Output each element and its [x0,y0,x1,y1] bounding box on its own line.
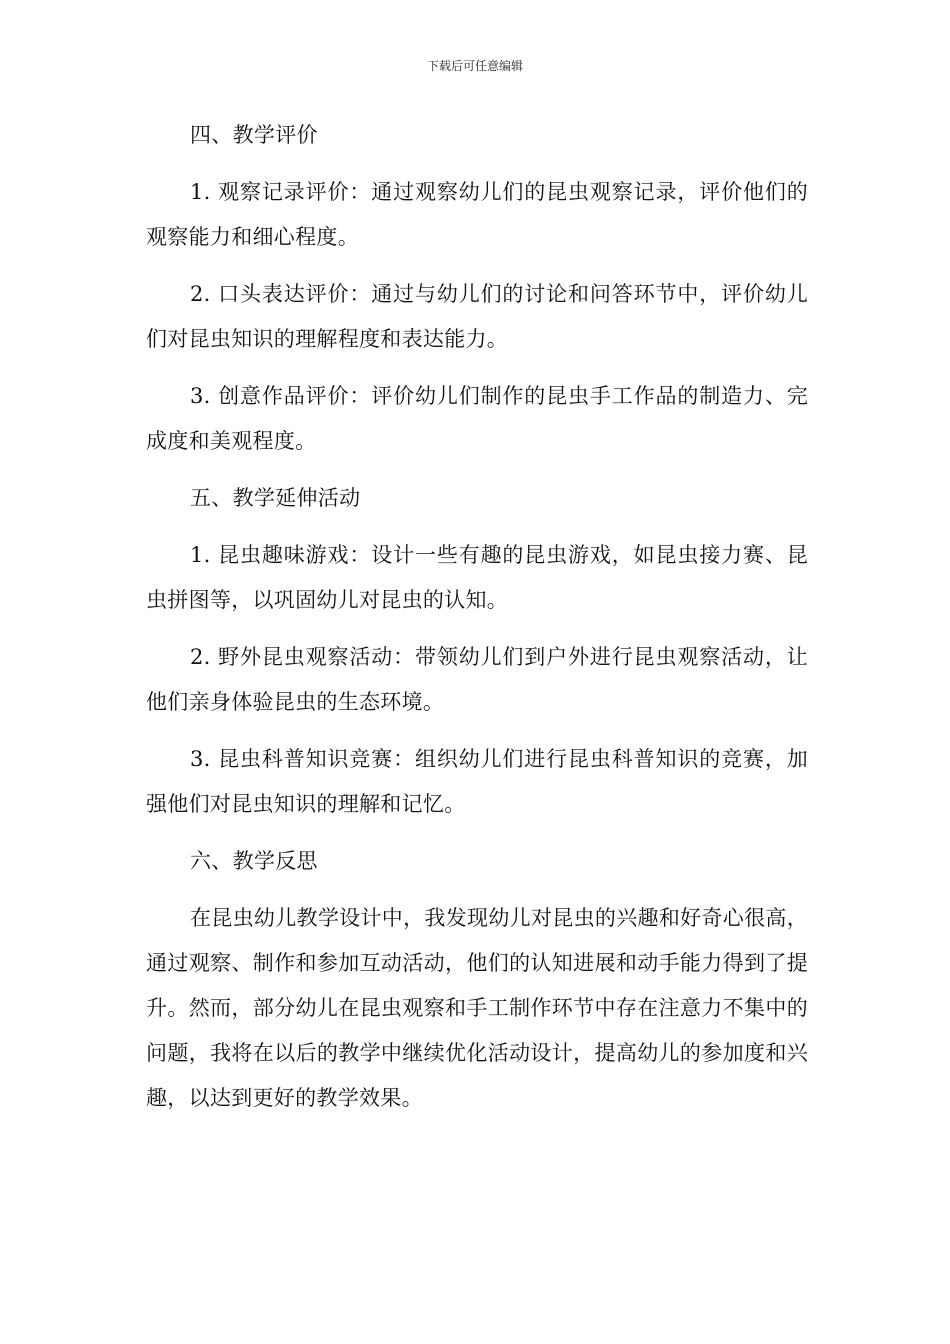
evaluation-item-2: 2. 口头表达评价：通过与幼儿们的讨论和问答环节中，评价幼儿们对昆虫知识的理解程度和表达能力。 [146,282,808,351]
extension-item-1: 1. 昆虫趣味游戏：设计一些有趣的昆虫游戏，如昆虫接力赛、昆虫拼图等，以巩固幼儿对昆虫的认知。 [146,543,808,612]
document-body [146,113,808,1133]
extension-item-3: 3. 昆虫科普知识竞赛：组织幼儿们进行昆虫科普知识的竞赛，加强他们对昆虫知识的理解和记忆。 [146,747,808,816]
extension-item-2: 2. 野外昆虫观察活动：带领幼儿们到户外进行昆虫观察活动，让他们亲身体验昆虫的生态环境。 [146,645,808,714]
section-heading-reflection: 六、教学反思 [190,849,318,873]
evaluation-item-3: 3. 创意作品评价：评价幼儿们制作的昆虫手工作品的制造力、完成度和美观程度。 [146,384,808,453]
evaluation-item-1: 1. 观察记录评价：通过观察幼儿们的昆虫观察记录，评价他们的观察能力和细心程度。 [146,180,808,249]
section-heading-evaluation: 四、教学评价 [190,123,318,147]
reflection-paragraph: 在昆虫幼儿教学设计中，我发现幼儿对昆虫的兴趣和好奇心很高，通过观察、制作和参加互动活动，他们的认知进展和动手能力得到了提升。然而，部分幼儿在昆虫观察和手工制作环节中存在注意力不集中的问题，我将在以后的教学中继续优化活动设计，提高幼儿的参加度和兴趣，以达到更好的教学效果。 [146,906,808,1110]
section-heading-extension: 五、教学延伸活动 [190,486,361,510]
page-header-note: 下载后可任意编辑 [426,59,523,73]
